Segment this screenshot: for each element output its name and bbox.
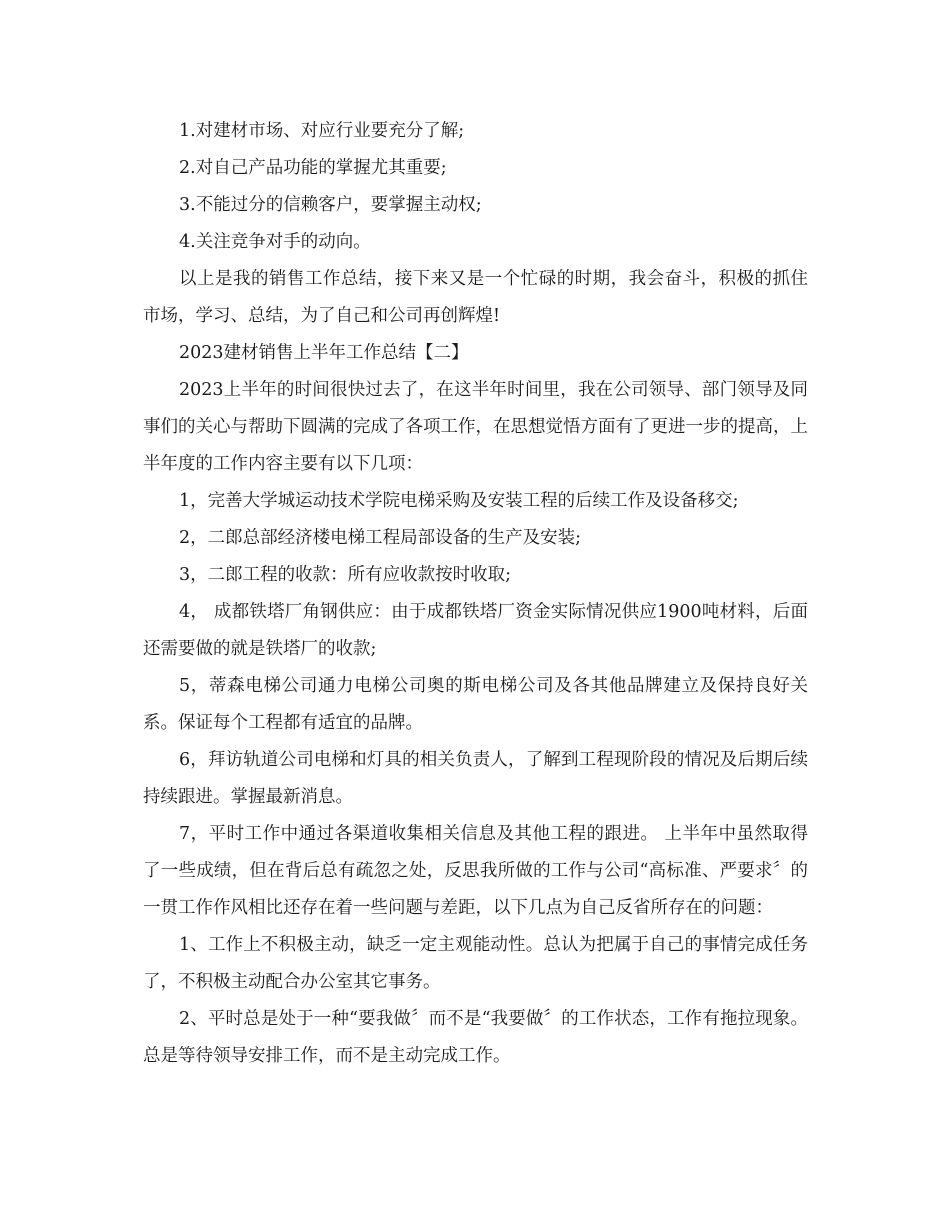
list-item: 3，二郎工程的收款：所有应收款按时收取; [179,565,512,585]
list-item: 2、平时总是处于一种“要我做〞而不是“我要做〞的工作状态，工作有拖拉现象。总是等待领导安排工作，而不是主动完成工作。 [143,1009,808,1066]
list-item: 6，拜访轨道公司电梯和灯具的相关负责人，了解到工程现阶段的情况及后期后续持续跟进。掌握最新消息。 [143,750,808,807]
section-heading: 2023建材销售上半年工作总结【二】 [179,343,469,363]
intro-paragraph: 2023上半年的时间很快过去了，在这半年时间里，我在公司领导、部门领导及同事们的关心与帮助下圆满的完成了各项工作，在思想觉悟方面有了更进一步的提高，上半年度的工作内容主要有以下几项： [143,380,808,474]
list-item: 2.对自己产品功能的掌握尤其重要; [179,158,447,178]
list-item: 4.关注竞争对手的动向。 [179,232,371,252]
list-item: 5，蒂森电梯公司通力电梯公司奥的斯电梯公司及各其他品牌建立及保持良好关系。保证每个工程都有适宜的品牌。 [143,676,808,733]
list-item: 3.不能过分的信赖客户，要掌握主动权; [179,195,482,215]
list-item: 1.对建材市场、对应行业要充分了解; [179,121,465,141]
conclusion-paragraph: 以上是我的销售工作总结，接下来又是一个忙碌的时期，我会奋斗，积极的抓住市场，学习、总结，为了自己和公司再创辉煌! [143,269,808,326]
list-item: 7，平时工作中通过各渠道收集相关信息及其他工程的跟进。 上半年中虽然取得了一些成绩，但在背后总有疏忽之处，反思我所做的工作与公司“高标准、严要求〞的一贯工作作风相比还存在着一些问题与差距，以下几点为自己反省所存在的问题： [143,824,808,918]
list-item: 1、工作上不积极主动，缺乏一定主观能动性。总认为把属于自己的事情完成任务了，不积极主动配合办公室其它事务。 [143,935,808,992]
document-page [143,113,808,1075]
list-item: 1，完善大学城运动技术学院电梯采购及安装工程的后续工作及设备移交; [179,491,739,511]
list-item: 4， 成都铁塔厂角钢供应：由于成都铁塔厂资金实际情况供应1900吨材料，后面还需要做的就是铁塔厂的收款; [143,602,808,659]
list-item: 2，二郎总部经济楼电梯工程局部设备的生产及安装; [179,528,582,548]
